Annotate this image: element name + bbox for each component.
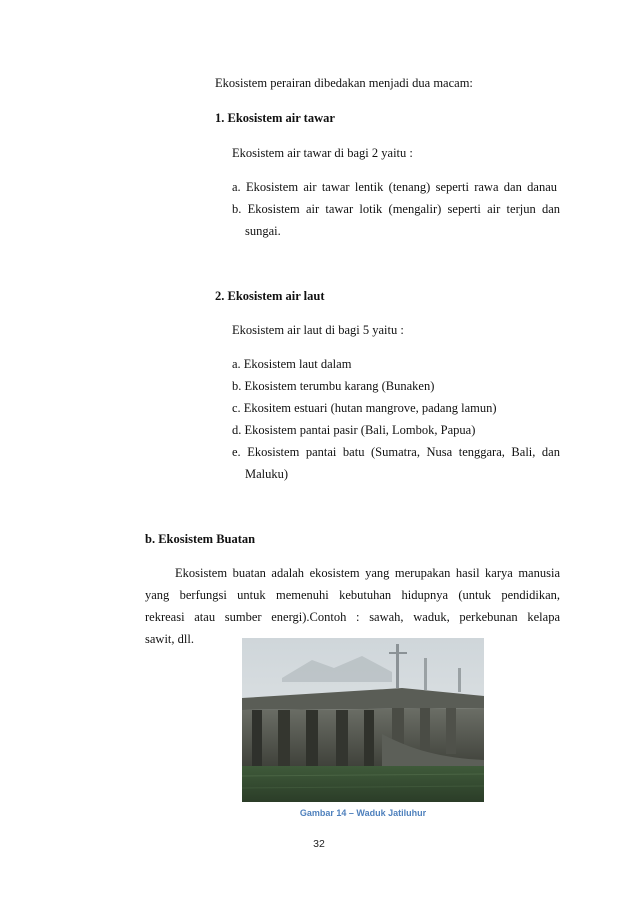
seawater-lead: Ekosistem air laut di bagi 5 yaitu : xyxy=(232,323,404,337)
section-heading-freshwater: 1. Ekosistem air tawar xyxy=(215,111,335,125)
freshwater-lead: Ekosistem air tawar di bagi 2 yaitu : xyxy=(232,146,413,160)
figure-caption: Gambar 14 – Waduk Jatiluhur xyxy=(299,808,427,818)
dam-photo xyxy=(242,638,484,802)
list-item: c. Ekositem estuari (hutan mangrove, padang lamun) xyxy=(232,401,497,415)
list-item: sungai. xyxy=(245,224,281,238)
list-item: Maluku) xyxy=(245,467,289,481)
list-item: e. Ekosistem pantai batu (Sumatra, Nusa tenggara, Bali, dan xyxy=(232,445,560,459)
page-number: 32 xyxy=(313,838,325,850)
buatan-paragraph-line: yang berfungsi untuk memenuhi kebutuhan hidupnya (untuk pendidikan, xyxy=(145,588,560,602)
buatan-paragraph-line: sawit, dll. xyxy=(145,632,194,646)
buatan-paragraph-line: Ekosistem buatan adalah ekosistem yang merupakan hasil karya manusia xyxy=(175,566,560,580)
dam-illustration xyxy=(242,638,484,802)
list-item: b. Ekosistem air tawar lotik (mengalir) seperti air terjun dan xyxy=(232,202,560,216)
list-item: a. Ekosistem laut dalam xyxy=(232,357,352,371)
section-heading-seawater: 2. Ekosistem air laut xyxy=(215,289,325,303)
list-item: a. Ekosistem air tawar lentik (tenang) seperti rawa dan danau xyxy=(232,180,557,194)
buatan-paragraph-line: rekreasi atau sumber energi).Contoh : sawah, waduk, perkebunan kelapa xyxy=(145,610,560,624)
intro-text: Ekosistem perairan dibedakan menjadi dua macam: xyxy=(215,76,473,90)
list-item: b. Ekosistem terumbu karang (Bunaken) xyxy=(232,379,435,393)
list-item: d. Ekosistem pantai pasir (Bali, Lombok, Papua) xyxy=(232,423,476,437)
section-heading-buatan: b. Ekosistem Buatan xyxy=(145,532,256,546)
